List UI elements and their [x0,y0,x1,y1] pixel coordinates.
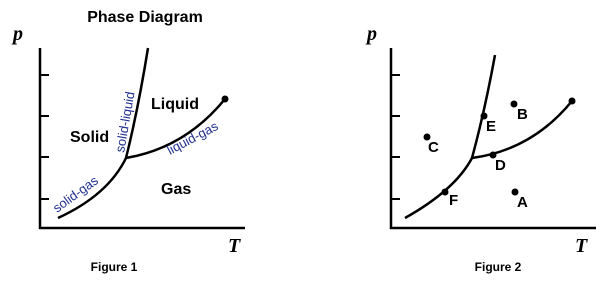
figure-2-point-f [442,189,449,196]
figure-1-solid-liquid-label: solid-liquid [112,90,138,154]
figure-2-solid-gas-curve [405,158,472,218]
figure-1-title: Phase Diagram [87,9,203,26]
figure-1-pressure-ticks [40,75,49,199]
figure-1-caption: Figure 1 [90,260,138,274]
figure-2-pressure-axis-label: p [367,23,377,45]
figure-1-pressure-axis-label: p [13,23,23,45]
figure-1 [11,9,245,274]
figure-2-solid-liquid-curve [472,55,495,158]
figure-2-point-f-label: F [449,192,459,209]
figure-1-solid-gas-label: solid-gas [49,172,101,216]
figure-2-temperature-axis-label: T [575,235,588,257]
figure-1-gas-region-label: Gas [161,181,192,198]
figure-2-point-b-label: B [517,106,528,123]
figure-1-critical-point [222,96,229,103]
figure-1-temperature-axis-label: T [228,235,241,257]
figure-1-solid-region-label: Solid [70,129,110,146]
figure-1-liquid-gas-label: liquid-gas [164,118,221,158]
figure-1-liquid-region-label: Liquid [151,96,199,113]
figure-2-point-c-label: C [428,139,439,156]
figure-2-point-a-label: A [517,194,528,211]
figure-2-caption: Figure 2 [474,260,522,274]
figure-2-critical-point [569,98,576,105]
figure-2-pressure-ticks [391,75,400,199]
figure-2-point-d-label: D [495,157,506,174]
figure-2 [365,23,596,274]
figure-2-point-e-label: E [486,118,497,135]
